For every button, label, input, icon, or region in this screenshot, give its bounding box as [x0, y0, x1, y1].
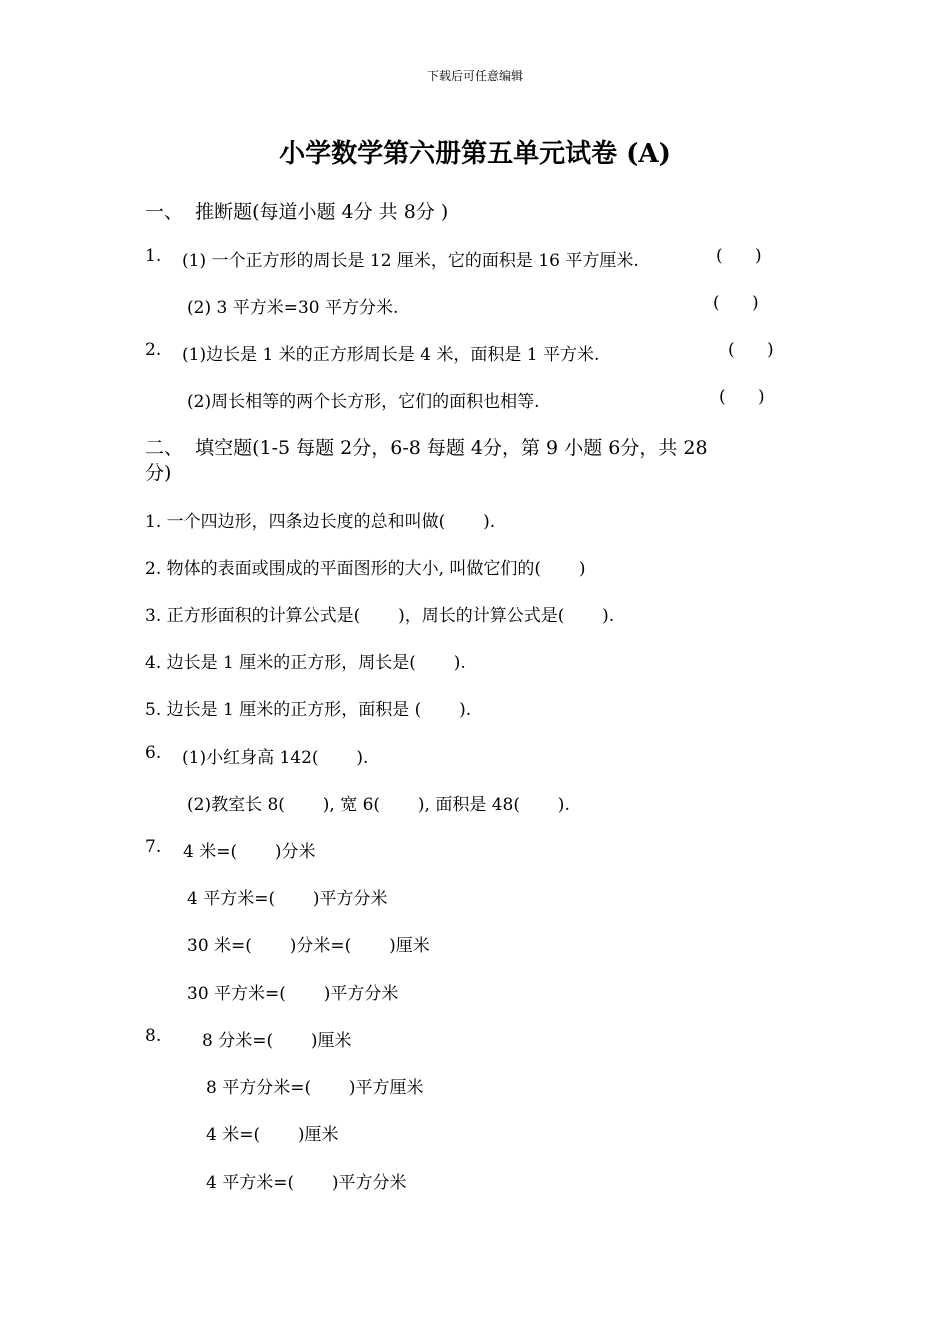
judge-question-1-2: (2) 3 平方米=30 平方分米. — [187, 298, 399, 318]
judge-question-1-1: (1) 一个正方形的周长是 12 厘米，它的面积是 16 平方厘米. — [182, 251, 639, 271]
fill-question-7-2: 4 平方米=( )平方分米 — [187, 889, 388, 909]
fill-question-8-3: 4 米=( )厘米 — [206, 1125, 339, 1145]
question-number: 6. — [145, 743, 162, 763]
answer-paren: ( ) — [716, 246, 762, 266]
fill-question-3: 3. 正方形面积的计算公式是( )，周长的计算公式是( ). — [145, 606, 615, 626]
question-number: 7. — [145, 837, 162, 857]
answer-paren: ( ) — [719, 387, 765, 407]
section-2-heading: 二、 填空题(1-5 每题 2分，6-8 每题 4分，第 9 小题 6分，共 28 — [145, 437, 708, 459]
answer-paren: ( ) — [728, 340, 774, 360]
question-number: 8. — [145, 1026, 162, 1046]
fill-question-2: 2. 物体的表面或围成的平面图形的大小, 叫做它们的( ) — [145, 559, 586, 579]
judge-question-2-1: (1)边长是 1 米的正方形周长是 4 米，面积是 1 平方米. — [182, 345, 600, 365]
fill-question-8-4: 4 平方米=( )平方分米 — [206, 1173, 407, 1193]
question-number: 1. — [145, 246, 162, 266]
fill-question-8-2: 8 平方分米=( )平方厘米 — [206, 1078, 424, 1098]
fill-question-7-1: 4 米=( )分米 — [183, 842, 316, 862]
fill-question-6-2: (2)教室长 8( ), 宽 6( ), 面积是 48( ). — [187, 795, 570, 815]
fill-question-6-1: (1)小红身高 142( ). — [182, 748, 369, 768]
fill-question-5: 5. 边长是 1 厘米的正方形，面积是 ( ). — [145, 700, 472, 720]
fill-question-8-1: 8 分米=( )厘米 — [202, 1031, 352, 1051]
fill-question-1: 1. 一个四边形，四条边长度的总和叫做( ). — [145, 512, 496, 532]
question-number: 2. — [145, 340, 162, 360]
section-2-heading-cont: 分) — [145, 462, 172, 484]
fill-question-7-4: 30 平方米=( )平方分米 — [187, 984, 399, 1004]
page-title: 小学数学第六册第五单元试卷 (A) — [279, 139, 671, 169]
answer-paren: ( ) — [713, 293, 759, 313]
judge-question-2-2: (2)周长相等的两个长方形，它们的面积也相等. — [187, 392, 540, 412]
fill-question-7-3: 30 米=( )分米=( )厘米 — [187, 936, 430, 956]
page-header: 下载后可任意编辑 — [426, 69, 523, 83]
fill-question-4: 4. 边长是 1 厘米的正方形，周长是( ). — [145, 653, 466, 673]
section-1-heading: 一、 推断题(每道小题 4分 共 8分 ) — [145, 201, 449, 223]
